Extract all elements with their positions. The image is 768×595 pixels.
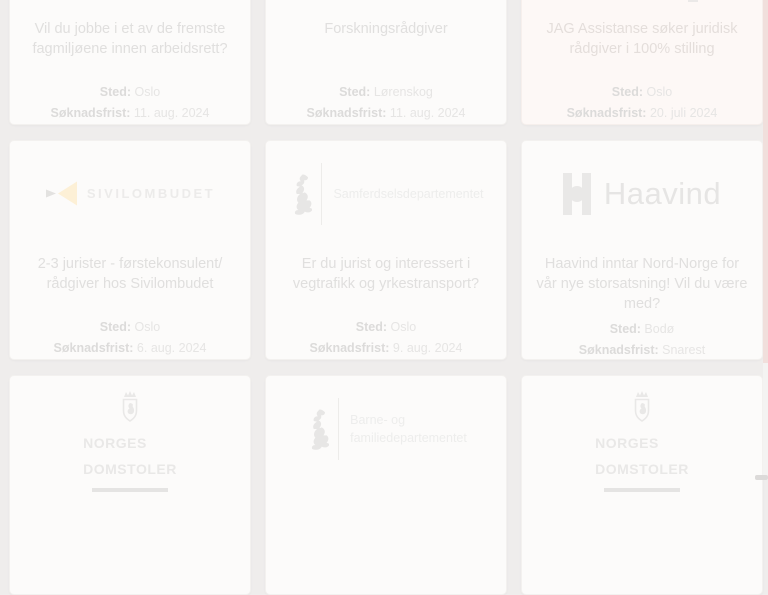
job-card[interactable] bbox=[9, 0, 251, 125]
job-card[interactable] bbox=[9, 375, 251, 595]
norges-domstoler-logo bbox=[22, 376, 238, 481]
location-value: Oslo bbox=[134, 320, 161, 334]
job-deadline bbox=[51, 106, 210, 120]
job-card-grid bbox=[9, 0, 763, 595]
job-card[interactable] bbox=[265, 0, 507, 125]
location-label: Sted: bbox=[99, 320, 132, 334]
barne-og-familiedepartementet-logo bbox=[278, 376, 494, 481]
job-deadline bbox=[307, 106, 466, 120]
deadline-value: 11. aug. 2024 bbox=[389, 106, 466, 120]
job-location bbox=[339, 85, 433, 99]
deadline-label: Søknadsfrist: bbox=[566, 106, 647, 120]
deadline-label: Søknadsfrist: bbox=[306, 106, 387, 120]
job-title: Er du jurist og interessert i vegtrafikk og yrkestransport? bbox=[292, 256, 480, 292]
location-value: Lørenskog bbox=[373, 85, 433, 99]
sivilombudet-logo-text: SIVILOMBUDET bbox=[86, 186, 216, 201]
job-title: Forskningsrådgiver bbox=[324, 21, 448, 37]
job-title: Haavind inntar Nord-Norge for vår nye storsatsning! Vil du være med? bbox=[536, 256, 748, 312]
deadline-value: 20. juli 2024 bbox=[649, 106, 718, 120]
scrollbar-thumb[interactable] bbox=[763, 0, 768, 363]
sivilombudet-logo bbox=[22, 141, 238, 246]
domstoler-logo-text: DOMSTOLER bbox=[83, 461, 177, 477]
job-deadline bbox=[310, 341, 463, 355]
haavind-h-icon bbox=[563, 173, 591, 215]
scrollbar-corner bbox=[755, 475, 768, 480]
location-label: Sted: bbox=[99, 85, 132, 99]
location-label: Sted: bbox=[609, 322, 641, 336]
clipped-logo-fragment bbox=[688, 0, 698, 2]
logo-area-clipped bbox=[278, 0, 494, 11]
job-location bbox=[356, 320, 416, 334]
job-title: JAG Assistanse søker juridisk rådgiver i 100% stilling bbox=[546, 21, 738, 57]
location-value: Oslo bbox=[390, 320, 417, 334]
job-card[interactable] bbox=[9, 140, 251, 360]
domstoler-logo-text: DOMSTOLER bbox=[595, 461, 689, 477]
logo-divider bbox=[321, 163, 322, 225]
location-label: Sted: bbox=[355, 320, 388, 334]
domstoler-logo-text: NORGES bbox=[595, 435, 659, 451]
job-card[interactable] bbox=[521, 375, 763, 595]
sivilombudet-arrows-icon bbox=[45, 180, 78, 207]
location-value: Bodø bbox=[644, 322, 675, 336]
logo-area-clipped bbox=[22, 0, 238, 11]
logo-divider bbox=[338, 398, 339, 460]
deadline-label: Søknadsfrist: bbox=[50, 106, 131, 120]
haavind-logo bbox=[534, 141, 750, 246]
haavind-logo-text: Haavind bbox=[603, 175, 722, 211]
job-deadline bbox=[567, 106, 718, 120]
department-logo-text: familiedepartementet bbox=[350, 430, 467, 445]
location-label: Sted: bbox=[339, 85, 371, 99]
job-location bbox=[100, 85, 160, 99]
deadline-value: 11. aug. 2024 bbox=[133, 106, 210, 120]
job-location bbox=[610, 322, 675, 336]
job-title: 2-3 jurister - førstekonsulent/ rådgiver hos Sivilombudet bbox=[37, 256, 223, 292]
page-scrollbar[interactable] bbox=[763, 0, 768, 480]
job-card[interactable] bbox=[265, 140, 507, 360]
job-location bbox=[100, 320, 160, 334]
domstoler-crest-icon bbox=[120, 390, 140, 424]
samferdselsdepartementet-logo bbox=[278, 141, 494, 246]
job-card[interactable] bbox=[521, 140, 763, 360]
location-label: Sted: bbox=[611, 85, 644, 99]
deadline-value: Snarest bbox=[662, 343, 706, 357]
department-logo-text: Samferdselsdepartementet bbox=[333, 186, 484, 201]
department-logo-text: Barne- og bbox=[350, 412, 406, 427]
domstoler-underline bbox=[604, 488, 680, 492]
domstoler-logo-text: NORGES bbox=[83, 435, 147, 451]
location-value: Oslo bbox=[646, 85, 673, 99]
deadline-label: Søknadsfrist: bbox=[578, 343, 659, 357]
domstoler-crest-icon bbox=[632, 390, 652, 424]
location-value: Oslo bbox=[134, 85, 161, 99]
job-card-featured[interactable] bbox=[521, 0, 763, 125]
logo-area-clipped bbox=[534, 0, 750, 11]
job-title: Vil du jobbe i et av de fremste fagmiljøene innen arbeidsrett? bbox=[32, 21, 228, 57]
domstoler-underline bbox=[92, 488, 168, 492]
job-deadline bbox=[579, 343, 705, 357]
job-location bbox=[612, 85, 672, 99]
deadline-label: Søknadsfrist: bbox=[309, 341, 390, 355]
deadline-value: 9. aug. 2024 bbox=[392, 341, 463, 355]
norwegian-lion-icon bbox=[288, 173, 312, 215]
deadline-value: 6. aug. 2024 bbox=[136, 341, 207, 355]
job-deadline bbox=[54, 341, 207, 355]
deadline-label: Søknadsfrist: bbox=[53, 341, 134, 355]
job-card[interactable] bbox=[265, 375, 507, 595]
norwegian-lion-icon bbox=[305, 408, 329, 450]
norges-domstoler-logo bbox=[534, 376, 750, 481]
